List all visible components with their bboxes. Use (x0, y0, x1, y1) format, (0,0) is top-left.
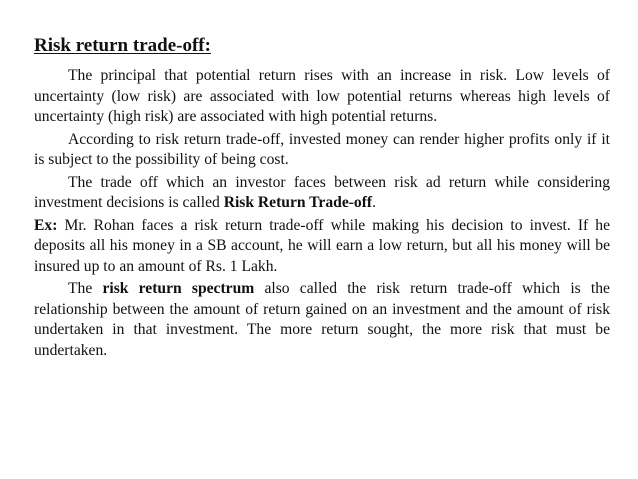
paragraph-profit (34, 130, 610, 171)
slide-body (34, 66, 610, 363)
slide-heading: Risk return trade-off: (34, 35, 211, 56)
term-risk-return-spectrum: risk return spectrum (102, 280, 255, 297)
paragraph-spectrum (34, 279, 610, 361)
paragraph-trade-off-end: . (372, 194, 377, 211)
example-label: Ex: (34, 216, 58, 234)
paragraph-trade-off-term (34, 173, 610, 214)
paragraph-spectrum-start: The (68, 280, 103, 297)
paragraph-example-text: Mr. Rohan faces a risk return trade-off while making his decision to invest. If he deposits all his money in a SB account, he will earn a low return, but all his money will be insured up to an amount of Rs. 1 Lakh. (34, 216, 610, 275)
paragraph-trade-off-text: The trade off which an investor faces between risk ad return while considering investment decisions is called (34, 173, 610, 211)
paragraph-profit-text: According to risk return trade-off, invested money can render higher profits only if it is subject to the possibility of being cost. (34, 130, 610, 168)
term-risk-return-trade-off: Risk Return Trade-off (223, 194, 373, 211)
paragraph-definition (34, 66, 610, 128)
paragraph-spectrum-text: also called the risk return trade-off which is the relationship between the amount of return gained on an investment and the amount of risk undertaken in that investment. The more return sought, the more risk that must be undertaken. (34, 280, 610, 359)
paragraph-example (34, 216, 610, 278)
paragraph-definition-text: The principal that potential return rises with an increase in risk. Low levels of uncertainty (low risk) are associated with low potential returns whereas high levels of uncertainty (high risk) are associated with high potential returns. (34, 67, 610, 125)
